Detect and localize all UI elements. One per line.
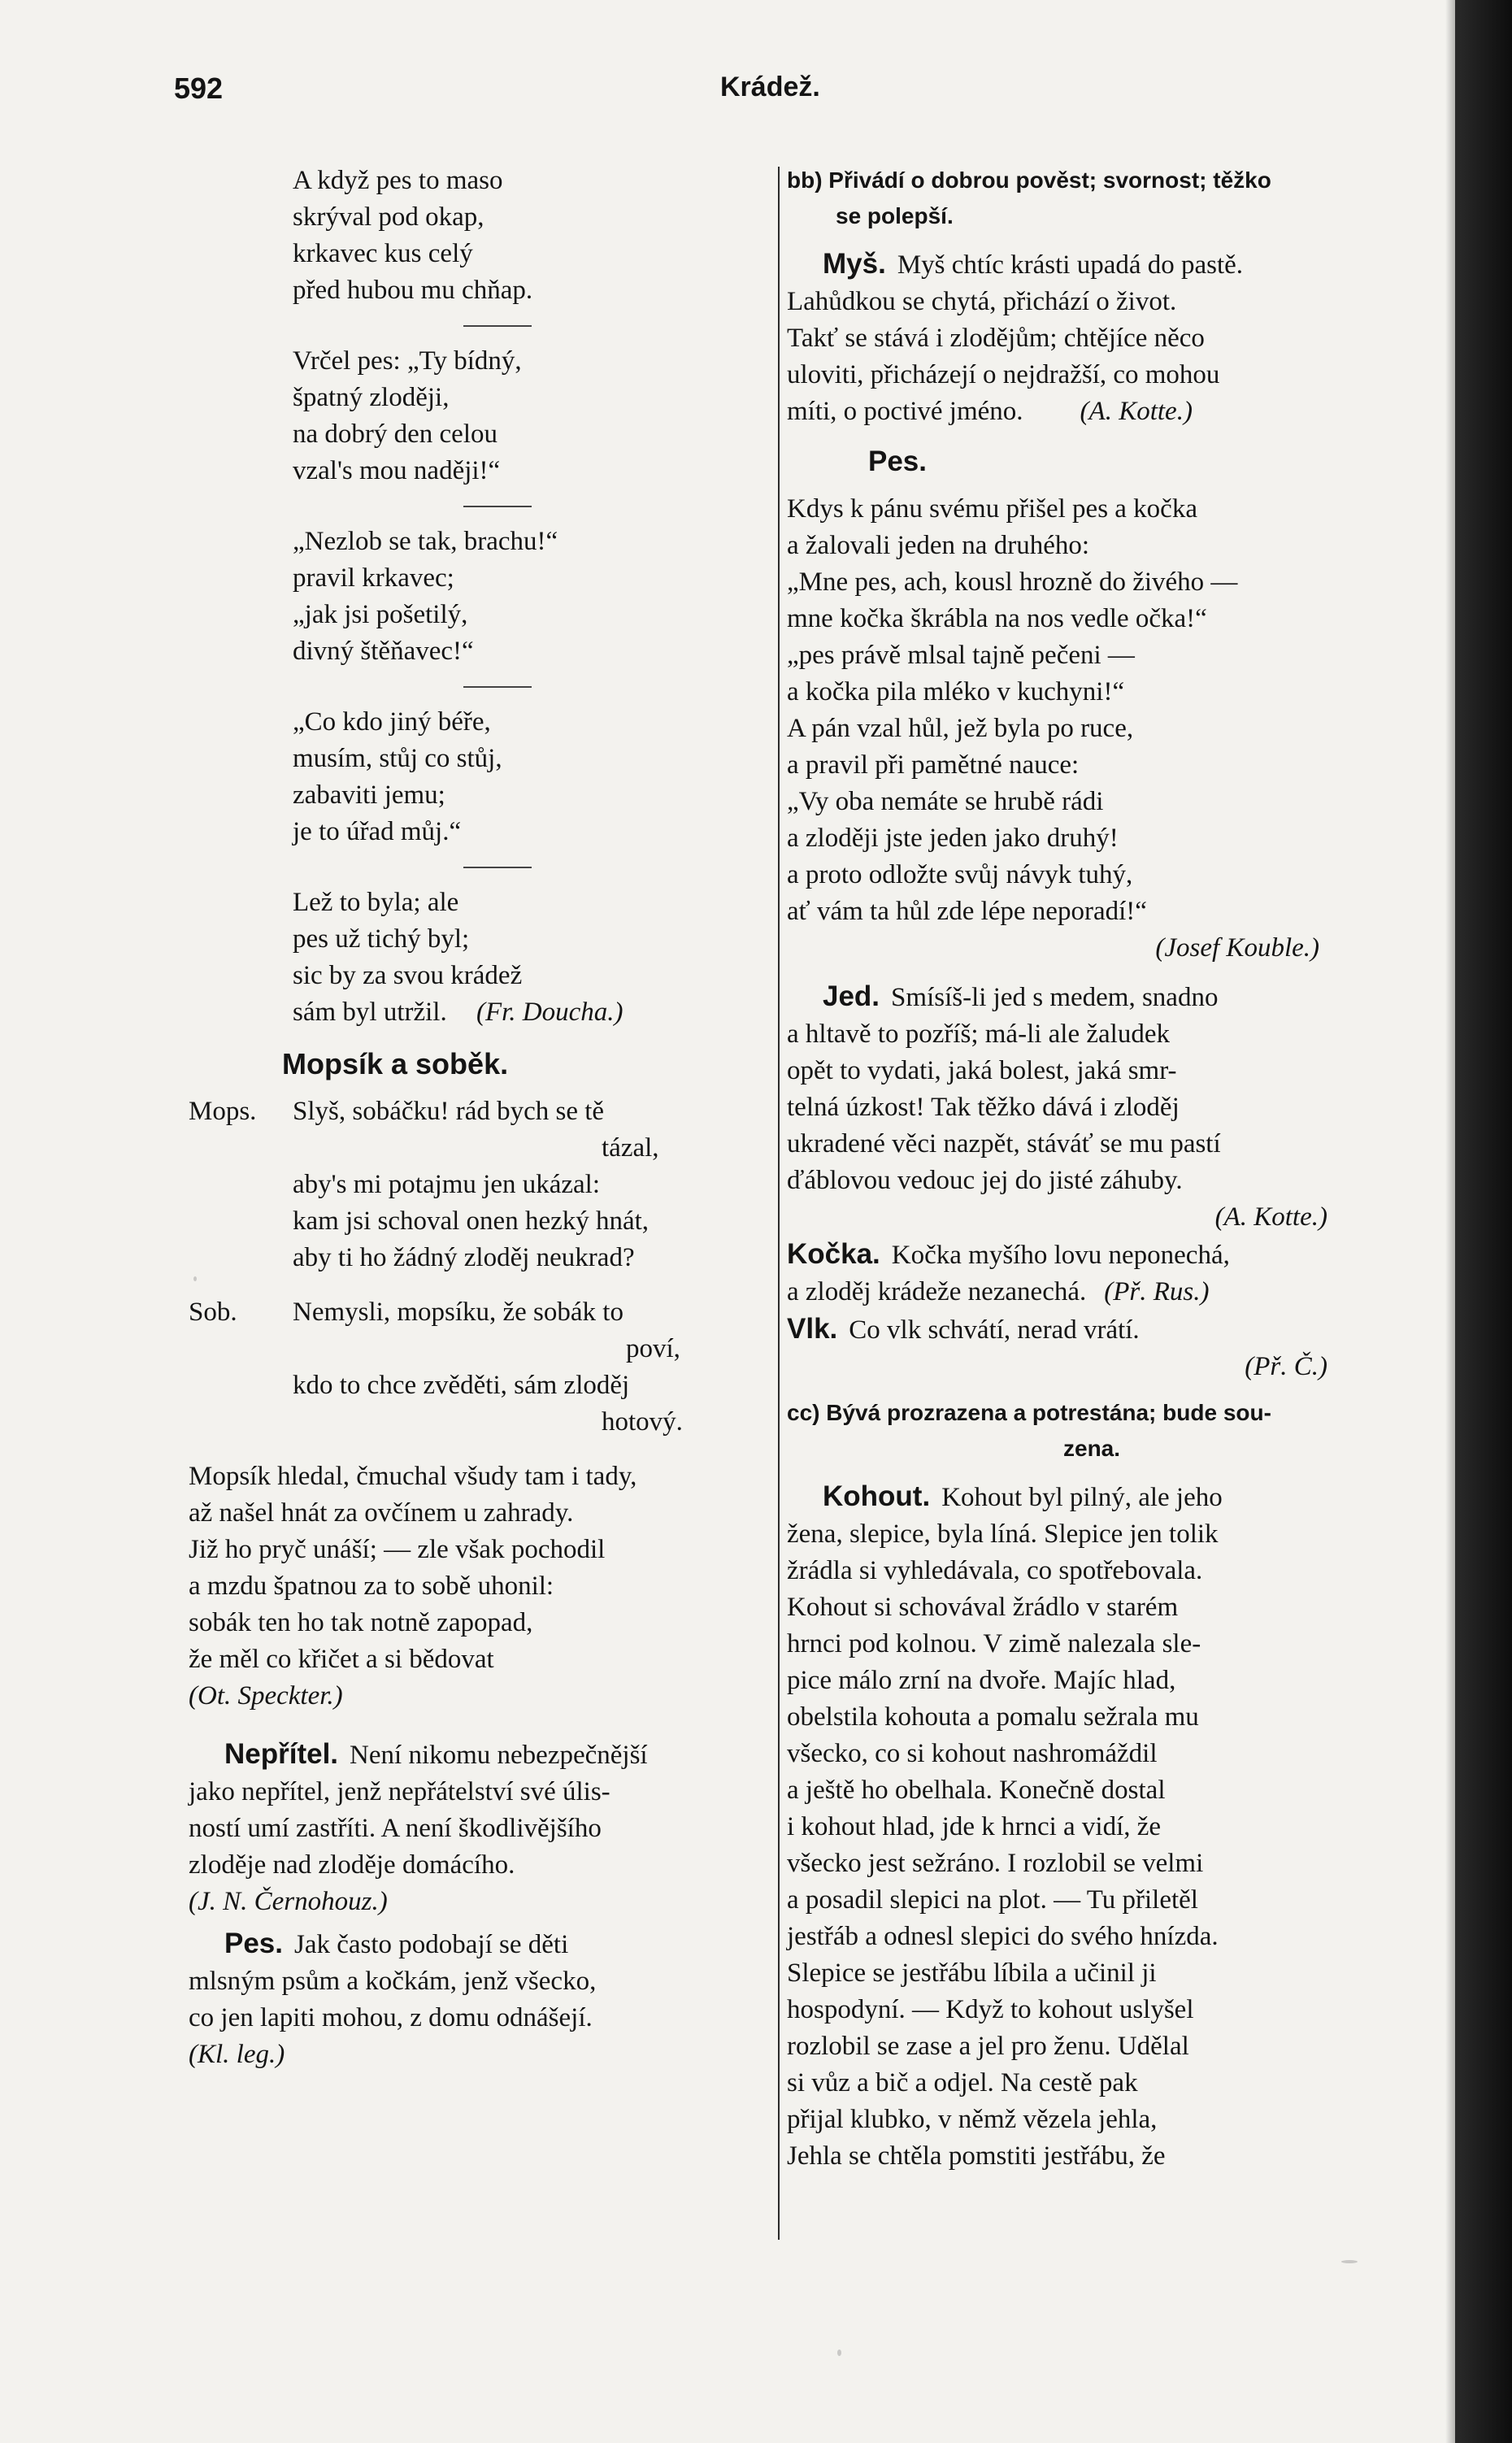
entry-line: rozlobil se zase a jel pro ženu. Udělal <box>787 2032 1189 2061</box>
poem-line: A když pes to maso <box>293 166 503 195</box>
page-edge-shadow <box>1455 0 1512 2443</box>
entry-text: Není nikomu nebezpečnější <box>350 1741 648 1770</box>
poem-line: krkavec kus celý <box>293 239 473 268</box>
prose-line: a mzdu špatnou za to sobě uhonil: <box>189 1571 554 1601</box>
entry-line: telná úzkost! Tak těžko dává i zloděj <box>787 1093 1180 1122</box>
prose-line: sobák ten ho tak notně zapopad, <box>189 1608 533 1637</box>
entry-keyword: Myš. <box>823 248 886 280</box>
poem-line: a zloději jste jeden jako druhý! <box>787 824 1119 853</box>
poem-line: pes už tichý byl; <box>293 924 470 954</box>
entry-first-line <box>787 1236 1360 1274</box>
poem-line: Kdys k pánu svému přišel pes a kočka <box>787 494 1197 524</box>
section-heading-line: bb) Přivádí o dobrou pověst; svornost; těžko <box>787 167 1271 193</box>
section-bb-heading <box>787 163 1360 234</box>
entry-line: pice málo zrní na dvoře. Majíc hlad, <box>787 1666 1176 1695</box>
stanza-divider <box>463 506 532 507</box>
entry-keyword: Kočka. <box>787 1238 880 1270</box>
poem-line: před hubou mu chňap. <box>293 276 533 305</box>
print-speck <box>837 2350 841 2356</box>
entry-line: všecko jest sežráno. I rozlobil se velmi <box>787 1849 1204 1878</box>
pes-poem <box>787 491 1360 967</box>
running-title: Krádež. <box>720 72 820 102</box>
entry-line: hrnci pod kolnou. V zimě nalezala sle- <box>787 1629 1201 1658</box>
speaker-label: Mops. <box>189 1097 257 1126</box>
entry-text: Co vlk schvátí, nerad vrátí. <box>849 1315 1140 1345</box>
entry-line: Kohout si schovával žrádlo v starém <box>787 1593 1179 1622</box>
entry-text: Smísíš-li jed s medem, snadno <box>891 983 1219 1012</box>
poem-line: „Nezlob se tak, brachu!“ <box>293 527 558 556</box>
poem-line: „jak jsi pošetilý, <box>293 600 468 629</box>
attribution: (Př. Rus.) <box>1104 1277 1210 1306</box>
entry-last-line <box>787 393 1360 430</box>
attribution: (J. N. Černohouz.) <box>189 1887 388 1916</box>
entry-line: a hltavě to pozříš; má-li ale žaludek <box>787 1019 1170 1049</box>
poem-line: A pán vzal hůl, jež byla po ruce, <box>787 714 1134 743</box>
poem-line <box>293 994 770 1031</box>
stanza-divider <box>463 325 532 327</box>
page-header <box>174 72 1423 112</box>
poem-line: sic by za svou krádež <box>293 961 523 990</box>
poem-line: divný štěňavec!“ <box>293 637 474 666</box>
entry-first-line <box>787 1311 1360 1349</box>
poem-line: a pravil při pamětné nauce: <box>787 750 1080 780</box>
entry-first-line <box>787 246 1360 284</box>
poem-line: na dobrý den celou <box>293 419 497 449</box>
entry-pes <box>189 1925 770 2073</box>
poem-line: musím, stůj co stůj, <box>293 744 502 773</box>
print-speck <box>1341 2260 1358 2263</box>
entry-text: Kočka myšího lovu neponechá, <box>891 1241 1230 1270</box>
entry-first-line <box>189 1925 770 1963</box>
dialog-line: Slyš, sobáčku! rád bych se tě <box>293 1097 605 1126</box>
entry-text: míti, o poctivé jméno. <box>787 397 1023 426</box>
poem-line: „Co kdo jiný béře, <box>293 707 491 737</box>
poem-line: ať vám ta hůl zde lépe neporadí!“ <box>787 897 1147 926</box>
entry-vlk <box>787 1311 1360 1385</box>
pes-poem-heading: Pes. <box>868 446 927 477</box>
entry-line: si vůz a bič a odjel. Na cestě pak <box>787 2068 1138 2097</box>
entry-line: zloděje nad zloděje domácího. <box>189 1850 515 1880</box>
dialog-line: aby's mi potajmu jen ukázal: <box>293 1170 601 1199</box>
entry-first-line <box>787 1478 1360 1516</box>
entry-line: Lahůdkou se chytá, přichází o život. <box>787 287 1177 316</box>
entry-line: i kohout hlad, jde k hrnci a vidí, že <box>787 1812 1162 1841</box>
attribution: (Ot. Speckter.) <box>189 1681 343 1711</box>
entry-text: a zloděj krádeže nezanechá. <box>787 1277 1087 1306</box>
poem-line: Vrčel pes: „Ty bídný, <box>293 346 522 376</box>
entry-line: ďáblovou vedouc jej do jisté záhuby. <box>787 1166 1183 1195</box>
poem-line: skrýval pod okap, <box>293 202 484 232</box>
entry-line: Slepice se jestřábu líbila a učinil ji <box>787 1958 1157 1988</box>
prose-line: Mopsík hledal, čmuchal všudy tam i tady, <box>189 1462 637 1491</box>
stanza-divider <box>463 686 532 688</box>
poem-line: vzal's mou naději!“ <box>293 456 501 485</box>
dialog-line: poví, <box>626 1334 680 1363</box>
dialog-mops <box>189 1093 770 1276</box>
entry-keyword: Pes. <box>224 1928 283 1959</box>
entry-line: přijal klubko, v němž vězela jehla, <box>787 2105 1158 2134</box>
entry-keyword: Vlk. <box>787 1313 838 1345</box>
entry-line: žena, slepice, byla líná. Slepice jen tolik <box>787 1519 1219 1549</box>
prose-line: Již ho pryč unáší; — zle však pochodil <box>189 1535 606 1564</box>
entry-line: a ještě ho obelhala. Konečně dostal <box>787 1776 1166 1805</box>
poem-line: mne kočka škrábla na nos vedle očka!“ <box>787 604 1207 633</box>
dialog-line: kam jsi schoval onen hezký hnát, <box>293 1206 650 1236</box>
entry-line: hospodyní. — Když to kohout uslyšel <box>787 1995 1194 2024</box>
poem-line: a kočka pila mléko v kuchyni!“ <box>787 677 1125 706</box>
entry-kohout <box>787 1478 1360 2175</box>
entry-line <box>787 1274 1360 1311</box>
attribution: (Josef Kouble.) <box>1155 933 1319 963</box>
poem-line: „pes právě mlsal tajně pečeni — <box>787 641 1135 670</box>
speaker-label: Sob. <box>189 1298 237 1327</box>
poem-line: a proto odložte svůj návyk tuhý, <box>787 860 1133 889</box>
poem-line: zabaviti jemu; <box>293 780 445 810</box>
entry-line: obelstila kohouta a pomalu sežrala mu <box>787 1702 1199 1732</box>
section-heading-line: zena. <box>1063 1436 1121 1461</box>
dialog-sob <box>189 1294 770 1441</box>
prose-line: že měl co křičet a si bědovat <box>189 1645 494 1674</box>
entry-line: všecko, co si kohout nashromáždil <box>787 1739 1158 1768</box>
attribution: (Př. Č.) <box>1245 1352 1327 1381</box>
section-heading-line: cc) Bývá prozrazena a potrestána; bude sou- <box>787 1400 1271 1425</box>
entry-line: Takť se stává i zlodějům; chtějíce něco <box>787 324 1205 353</box>
column-divider <box>778 167 780 2240</box>
poem-line: špatný zloději, <box>293 383 450 412</box>
mopsik-heading: Mopsík a soběk. <box>282 1047 509 1080</box>
entry-jed <box>787 978 1360 1236</box>
poem-line: je to úřad můj.“ <box>293 817 462 846</box>
entry-line: mlsným psům a kočkám, jenž všecko, <box>189 1967 597 1996</box>
entry-kocka <box>787 1236 1360 1311</box>
entry-keyword: Kohout. <box>823 1480 931 1512</box>
poem-line: „Vy oba nemáte se hrubě rádi <box>787 787 1104 816</box>
dialog-line: tázal, <box>602 1133 659 1163</box>
dialog-line: aby ti ho žádný zloděj neukrad? <box>293 1243 635 1272</box>
entry-keyword: Nepřítel. <box>224 1738 339 1770</box>
attribution: (Kl. leg.) <box>189 2040 285 2069</box>
entry-first-line <box>787 978 1360 1016</box>
entry-line: žrádla si vyhledávala, co spotřebovala. <box>787 1556 1203 1585</box>
entry-line: uloviti, přicházejí o nejdražší, co mohou <box>787 360 1220 389</box>
poem-line: Lež to byla; ale <box>293 888 459 917</box>
poem-last-line: sám byl utržil. <box>293 998 447 1027</box>
left-column <box>189 163 770 2073</box>
poem-line: „Mne pes, ach, kousl hrozně do živého — <box>787 567 1238 597</box>
right-column <box>787 163 1360 2175</box>
entry-text: Jak často podobají se děti <box>294 1930 569 1959</box>
section-cc-heading <box>787 1395 1360 1467</box>
dialog-line: Nemysli, mopsíku, že sobák to <box>293 1298 623 1327</box>
poem-attribution: (Fr. Doucha.) <box>476 998 623 1027</box>
poem-line: a žalovali jeden na druhého: <box>787 531 1090 560</box>
dialog-line: hotový. <box>602 1407 683 1437</box>
mopsik-prose <box>189 1458 770 1715</box>
entry-mys <box>787 246 1360 430</box>
entry-line: a posadil slepici na plot. — Tu přiletěl <box>787 1885 1198 1915</box>
entry-line: jako nepřítel, jenž nepřátelství své úlis- <box>189 1777 610 1806</box>
entry-line: ností umí zastříti. A není škodlivějšího <box>189 1814 602 1843</box>
entry-line: ukradené věci nazpět, stáváť se mu pastí <box>787 1129 1221 1158</box>
entry-line: co jen lapiti mohou, z domu odnášejí. <box>189 2003 593 2032</box>
entry-line: jestřáb a odnesl slepici do svého hnízda. <box>787 1922 1219 1951</box>
dialog-line: kdo to chce zvěděti, sám zloděj <box>293 1371 630 1400</box>
entry-first-line <box>189 1736 770 1774</box>
poem-line: pravil krkavec; <box>293 563 454 593</box>
entry-nepritel <box>189 1736 770 1920</box>
attribution: (A. Kotte.) <box>1214 1202 1327 1232</box>
entry-line: opět to vydati, jaká bolest, jaká smr- <box>787 1056 1177 1085</box>
raven-poem <box>189 163 770 1031</box>
entry-text: Myš chtíc krásti upadá do pastě. <box>897 250 1244 280</box>
entry-text: Kohout byl pilný, ale jeho <box>941 1483 1223 1512</box>
page-number: 592 <box>174 72 224 105</box>
entry-line: Jehla se chtěla pomstiti jestřábu, že <box>787 2141 1166 2171</box>
prose-line: až našel hnát za ovčínem u zahrady. <box>189 1498 574 1528</box>
stanza-divider <box>463 867 532 868</box>
section-heading-line: se polepší. <box>836 203 954 228</box>
entry-keyword: Jed. <box>823 980 880 1012</box>
attribution: (A. Kotte.) <box>1080 397 1193 426</box>
